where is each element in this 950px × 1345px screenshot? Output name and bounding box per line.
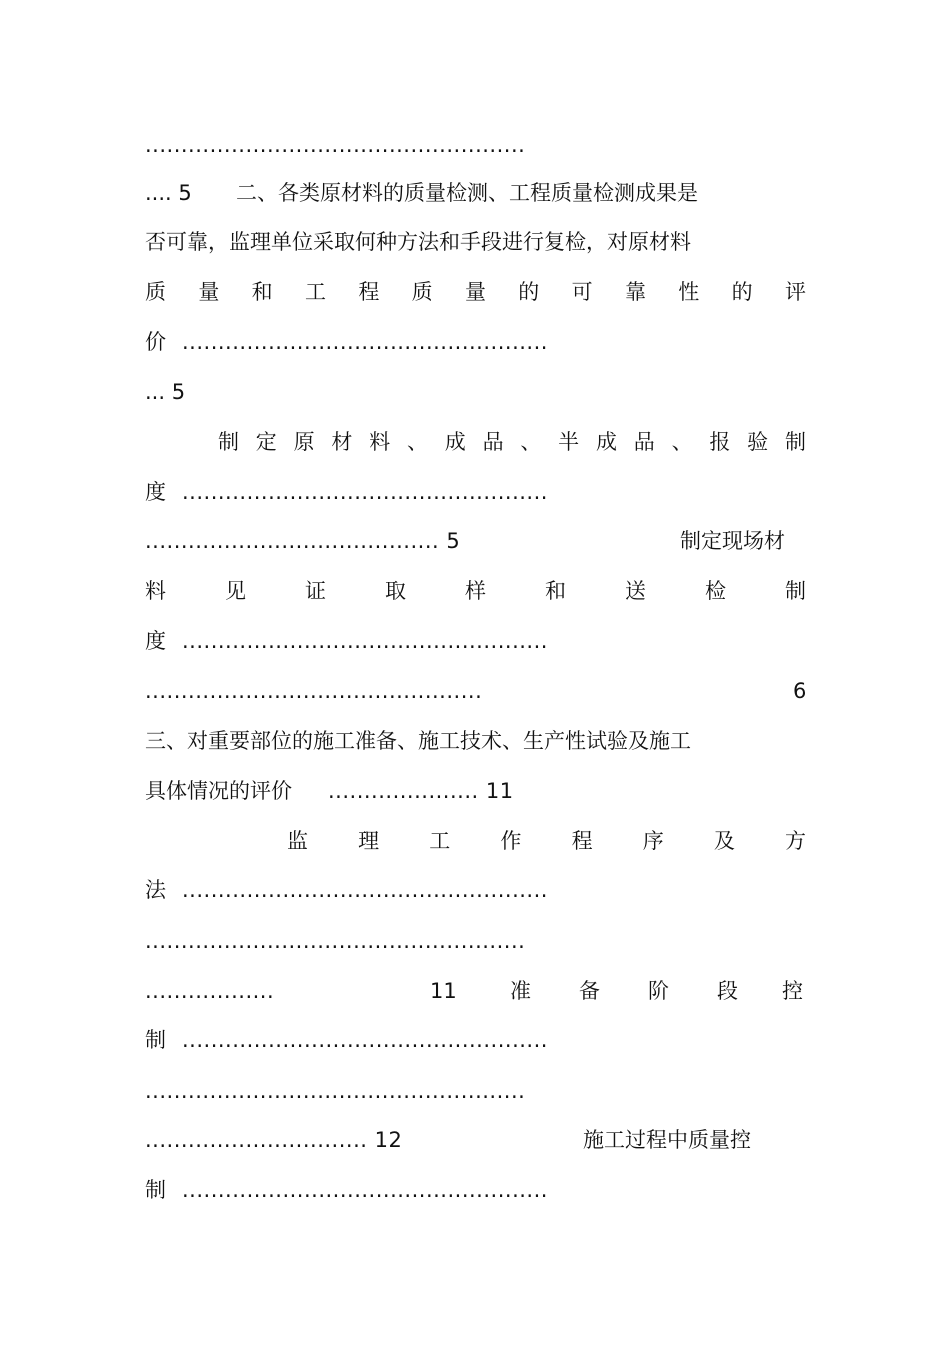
leader-dots-with-page-number: ..................... 11 <box>328 779 514 803</box>
toc-line-17 <box>145 926 806 956</box>
toc-line-4 <box>145 277 806 307</box>
toc-char: 量 <box>198 280 220 304</box>
toc-line-21 <box>145 1125 806 1155</box>
toc-line-14 <box>145 776 806 806</box>
leader-dots: ................................................... <box>182 1178 548 1202</box>
toc-entry-title: 二、各类原材料的质量检测、工程质量检测成果是 <box>236 181 698 205</box>
toc-char: 程 <box>358 280 380 304</box>
toc-char: 品 <box>633 430 655 454</box>
leader-dots: ................................................... <box>182 480 548 504</box>
leader-dots: ..................................................... <box>145 1079 526 1103</box>
toc-char: 价 <box>145 330 166 354</box>
toc-char: 材 <box>331 430 353 454</box>
toc-char: 原 <box>293 430 315 454</box>
leader-dots-with-page-number: ......................................... 5 <box>145 529 461 553</box>
toc-char: 品 <box>482 430 504 454</box>
toc-char: 备 <box>579 979 600 1003</box>
page-number: .... 5 <box>145 181 192 205</box>
toc-char: 序 <box>642 829 664 853</box>
page-number: ... 5 <box>145 380 186 404</box>
toc-line-5 <box>145 327 806 357</box>
toc-char: 料 <box>369 430 391 454</box>
leader-dots-with-page-number: ............................... 12 <box>145 1128 403 1152</box>
leader-dots: ............................................... <box>145 679 483 703</box>
toc-line-3 <box>145 227 806 257</box>
toc-entry-title: 具体情况的评价 <box>145 779 292 803</box>
leader-dots: .................. <box>145 979 275 1003</box>
toc-line-13 <box>145 726 806 756</box>
toc-char: 半 <box>558 430 580 454</box>
toc-char: 送 <box>625 579 646 603</box>
toc-char: 制 <box>145 1178 166 1202</box>
toc-line-15 <box>287 826 806 856</box>
toc-entry-title: 施工过程中质量控 <box>583 1128 751 1152</box>
leader-dots: ..................................................... <box>145 929 526 953</box>
toc-char: 度 <box>145 629 166 653</box>
toc-char: 、 <box>520 430 542 454</box>
leader-dots: ................................................... <box>182 878 548 902</box>
toc-char: 、 <box>671 430 693 454</box>
toc-char: 质 <box>411 280 433 304</box>
toc-char: 性 <box>678 280 700 304</box>
toc-char: 程 <box>571 829 593 853</box>
toc-char: 靠 <box>624 280 646 304</box>
toc-char: 证 <box>305 579 326 603</box>
toc-char: 的 <box>518 280 540 304</box>
toc-char: 方 <box>784 829 806 853</box>
leader-dots: ................................................... <box>182 1028 548 1052</box>
toc-line-7 <box>218 427 806 457</box>
toc-line-12 <box>145 676 806 706</box>
toc-entry-title: 制定现场材 <box>680 529 785 553</box>
toc-char: 可 <box>571 280 593 304</box>
toc-char: 量 <box>464 280 486 304</box>
toc-char: 制 <box>145 1028 166 1052</box>
toc-line-1 <box>145 130 806 160</box>
leader-dots: ................................................... <box>182 330 548 354</box>
toc-char: 检 <box>705 579 726 603</box>
toc-char: 作 <box>500 829 522 853</box>
toc-line-16 <box>145 875 806 905</box>
toc-char: 验 <box>747 430 769 454</box>
toc-entry-title: 三、对重要部位的施工准备、施工技术、生产性试验及施工 <box>145 729 691 753</box>
toc-char: 制 <box>785 579 806 603</box>
leader-dots: ..................................................... <box>145 133 526 157</box>
toc-char: 监 <box>287 829 308 853</box>
toc-line-19 <box>145 1025 806 1055</box>
toc-char: 、 <box>406 430 428 454</box>
toc-line-20 <box>145 1076 806 1106</box>
leader-dots: ................................................... <box>182 629 548 653</box>
toc-char: 度 <box>145 480 166 504</box>
toc-char: 定 <box>255 430 277 454</box>
toc-line-2 <box>145 178 806 208</box>
toc-char: 工 <box>304 280 326 304</box>
toc-line-22 <box>145 1175 806 1205</box>
toc-char: 准 <box>510 979 531 1003</box>
toc-line-10 <box>145 576 806 606</box>
toc-char: 理 <box>358 829 380 853</box>
page-number: 11 <box>430 979 457 1003</box>
toc-char: 和 <box>545 579 566 603</box>
toc-entry-title: 否可靠，监理单位采取何种方法和手段进行复检，对原材料 <box>145 230 691 254</box>
toc-char: 工 <box>429 829 451 853</box>
toc-char: 段 <box>717 979 738 1003</box>
toc-char: 成 <box>444 430 466 454</box>
page-number: 6 <box>793 679 807 703</box>
toc-line-8 <box>145 477 806 507</box>
toc-char: 见 <box>225 579 246 603</box>
toc-line-18 <box>145 976 806 1006</box>
toc-char: 报 <box>709 430 731 454</box>
toc-char: 和 <box>251 280 273 304</box>
toc-line-6 <box>145 377 806 407</box>
toc-char: 成 <box>595 430 617 454</box>
toc-char: 取 <box>385 579 406 603</box>
toc-line-9 <box>145 526 806 556</box>
toc-line-11 <box>145 626 806 656</box>
toc-char: 控 <box>782 979 803 1003</box>
toc-char: 料 <box>145 579 166 603</box>
toc-char: 质 <box>145 280 166 304</box>
toc-char: 及 <box>713 829 735 853</box>
toc-char: 评 <box>784 280 806 304</box>
toc-char: 法 <box>145 878 166 902</box>
toc-char: 制 <box>218 430 239 454</box>
toc-char: 阶 <box>648 979 669 1003</box>
toc-char: 的 <box>731 280 753 304</box>
toc-char: 制 <box>784 430 806 454</box>
toc-char: 样 <box>465 579 486 603</box>
